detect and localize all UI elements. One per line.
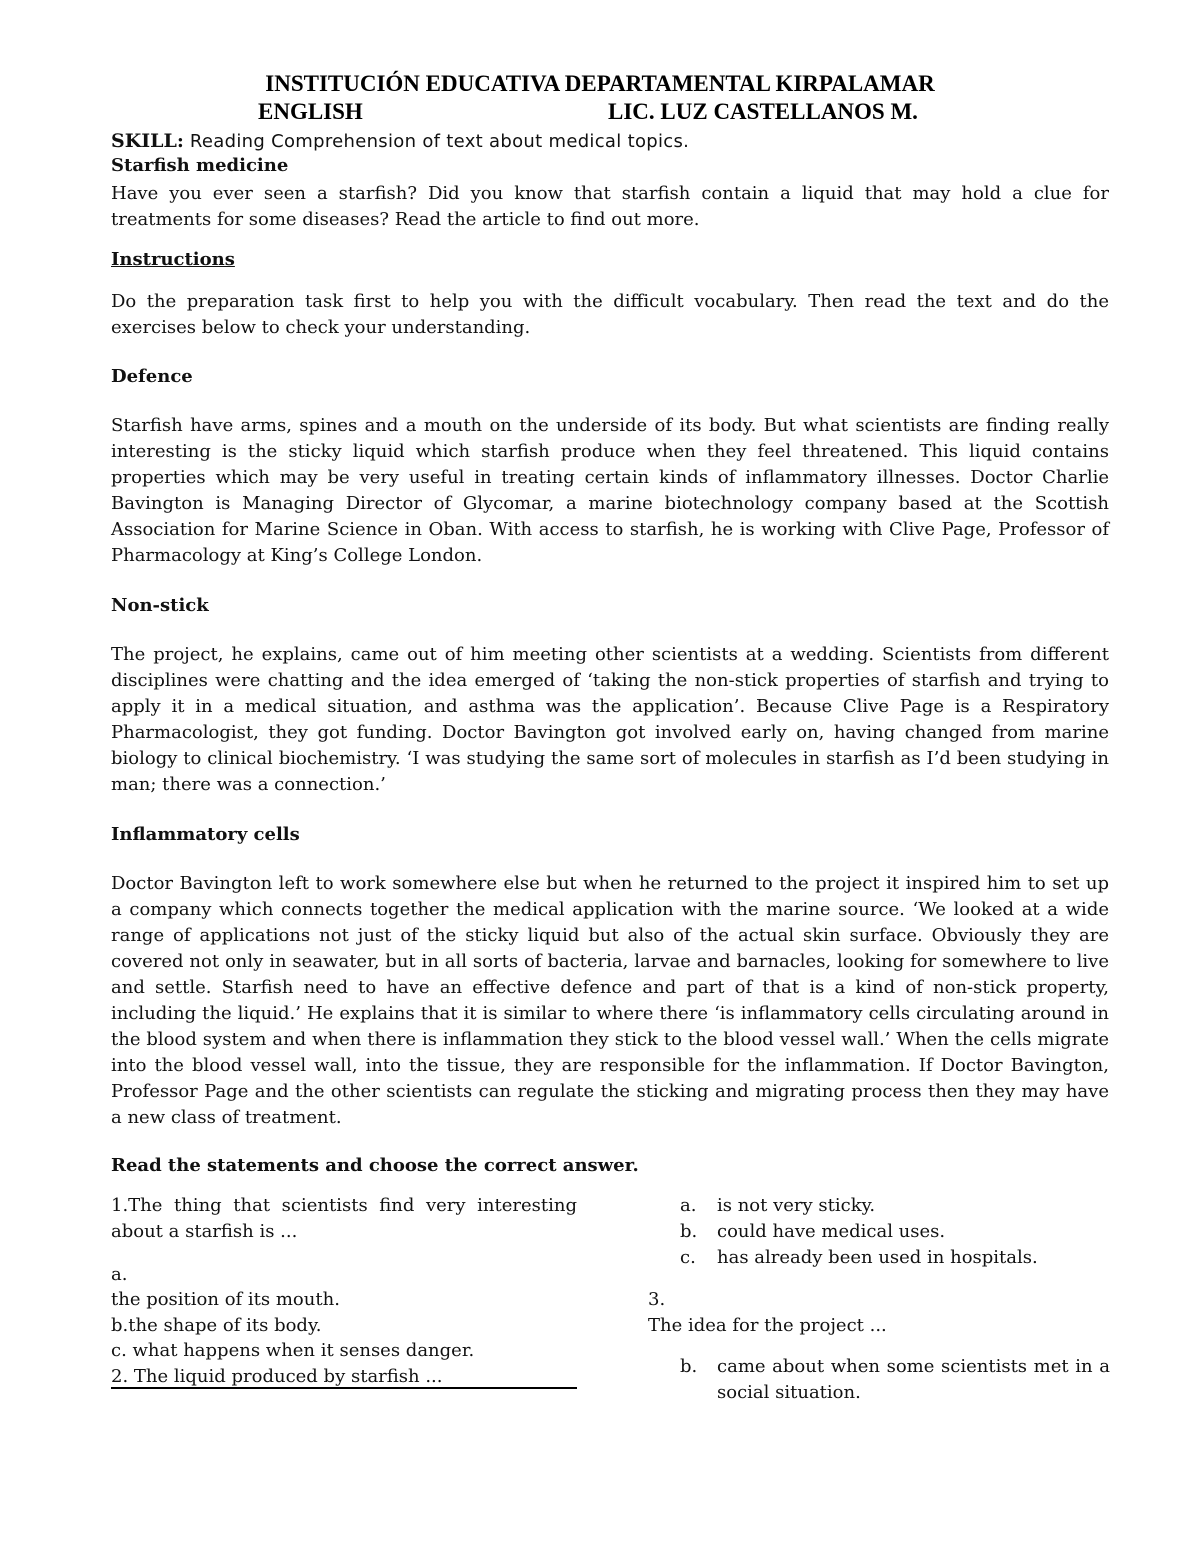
- question-1-option-b: b.the shape of its body.: [111, 1315, 322, 1336]
- institution-title: INSTITUCIÓN EDUCATIVA DEPARTAMENTAL KIRPALAMAR: [265, 71, 935, 96]
- question-1-stem: 1.The thing that scientists find very interesting about a starfish is ...: [111, 1195, 577, 1242]
- section-text-non-stick: The project, he explains, came out of him meeting other scientists at a wedding. Scientists from different disciplines were chatting and the idea emerged of ‘taking the non-stick properties of starfish and trying to apply it in a medical situation, and asthma was the application’. Because Clive Page is a Respiratory Pharmacologist, they got funding. Doctor Bavington got involved early on, having changed from marine biology to clinical biochemistry. ‘I was studying the same sort of molecules in starfish as I’d been studying in man; there was a connection.’: [111, 644, 1109, 795]
- question-1-option-a-key: a.: [111, 1264, 128, 1285]
- question-3-option-b: [680, 1354, 1110, 1406]
- section-heading-inflammatory-cells: Inflammatory cells: [111, 824, 300, 845]
- question-1-option-a-text: the position of its mouth.: [111, 1289, 340, 1310]
- option-key: a.: [680, 1195, 697, 1216]
- option-key: b.: [680, 1356, 698, 1377]
- question-2-underline: [111, 1387, 577, 1389]
- section-heading-defence: Defence: [111, 366, 193, 387]
- skill-text: Reading Comprehension of text about medical topics.: [189, 131, 690, 152]
- instructions-heading: Instructions: [111, 249, 235, 270]
- question-2-stem: 2. The liquid produced by starfish ...: [111, 1366, 443, 1387]
- option-key: c.: [680, 1247, 696, 1268]
- subject-label: ENGLISH: [258, 99, 363, 124]
- section-text-inflammatory-cells: Doctor Bavington left to work somewhere else but when he returned to the project it inspired him to set up a company which connects together the medical application with the marine source. ‘We looked at a wide range of applications not just of the sticky liquid but also of the actual skin surface. Obviously they are covered not only in seawater, but in all sorts of bacteria, larvae and barnacles, looking for somewhere to live and settle. Starfish need to have an effective defence and part of that is a kind of non-stick property, including the liquid.’ He explains that it is similar to where there ‘is inflammatory cells circulating around in the blood system and when there is inflammation they stick to the blood vessel wall.’ When the cells migrate into the blood vessel wall, into the tissue, they are responsible for the inflammation. If Doctor Bavington, Professor Page and the other scientists can regulate the sticking and migrating process then they may have a new class of treatment.: [111, 873, 1109, 1128]
- question-1-option-c: c. what happens when it senses danger.: [111, 1340, 475, 1361]
- option-text: has already been used in hospitals.: [717, 1247, 1038, 1268]
- section-text-defence: Starfish have arms, spines and a mouth on the underside of its body. But what scientists are finding really interesting is the sticky liquid which starfish produce when they feel threatened. This liquid contains properties which may be very useful in treating certain kinds of inflammatory illnesses. Doctor Charlie Bavington is Managing Director of Glycomar, a marine biotechnology company based at the Scottish Association for Marine Science in Oban. With access to starfish, he is working with Clive Page, Professor of Pharmacology at King’s College London.: [111, 415, 1109, 566]
- teacher-name: LIC. LUZ CASTELLANOS M.: [608, 99, 918, 124]
- section-heading-non-stick: Non-stick: [111, 595, 209, 616]
- exercise-heading: Read the statements and choose the correct answer.: [111, 1155, 639, 1176]
- document-title: Starfish medicine: [111, 155, 289, 176]
- option-text: is not very sticky.: [717, 1195, 876, 1216]
- question-3-number: 3.: [648, 1289, 666, 1310]
- skill-line: [111, 128, 1109, 155]
- skill-label: SKILL:: [111, 130, 184, 152]
- instructions-paragraph: Do the preparation task first to help you with the difficult vocabulary. Then read the text and do the exercises below to check your understanding.: [111, 291, 1109, 338]
- option-key: b.: [680, 1221, 698, 1242]
- intro-paragraph: Have you ever seen a starfish? Did you know that starfish contain a liquid that may hold a clue for treatments for some diseases? Read the article to find out more.: [111, 183, 1109, 230]
- option-text: came about when some scientists met in a social situation.: [717, 1356, 1110, 1403]
- question-3-stem: The idea for the project ...: [648, 1315, 887, 1336]
- option-text: could have medical uses.: [717, 1221, 946, 1242]
